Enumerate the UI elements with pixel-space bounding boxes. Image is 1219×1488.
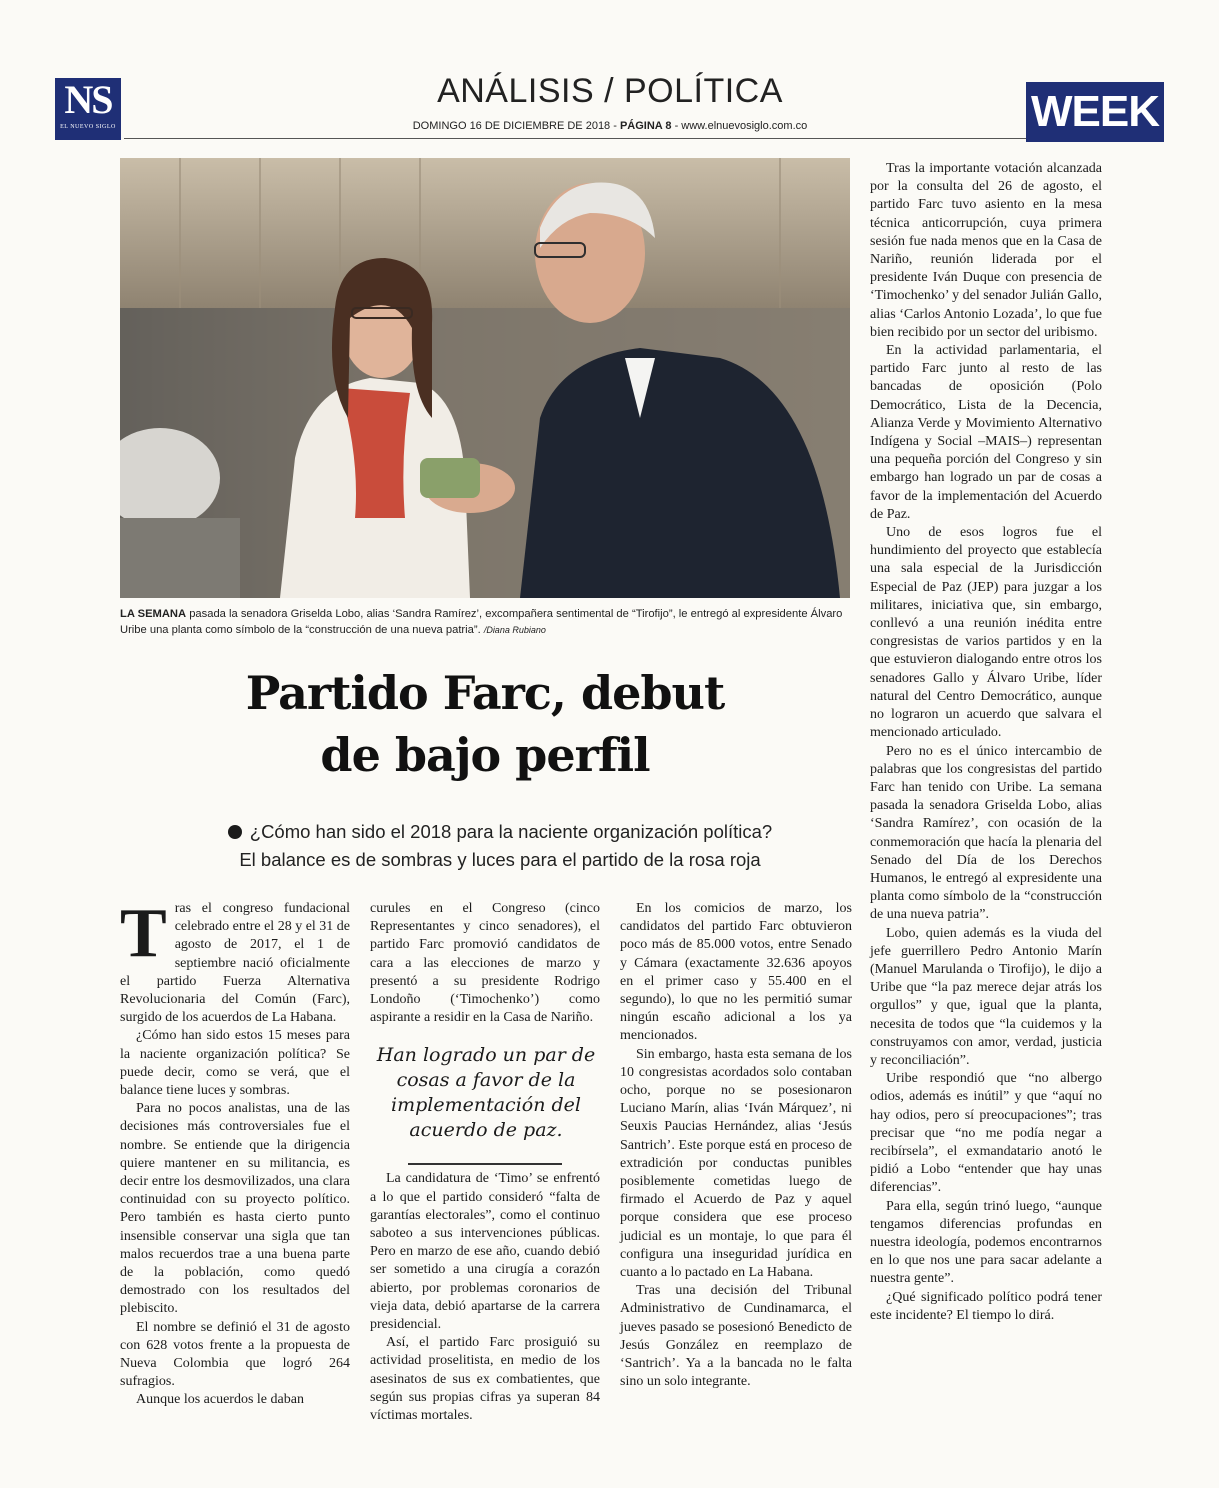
subhead-line-2: El balance es de sombras y luces para el partido de la rosa roja [239, 849, 761, 870]
paragraph: Pero no es el único intercambio de palabras que los congresistas del partido Farc han tenido con Uribe. La semana pasada la senadora Griselda Lobo, alias ‘Sandra Ramírez’, con ocasión de la conmemoración que hacía la plenaria del Senado del Día de los Derechos Humanos, le entregó al expresidente una planta como símbolo de la “construcción de una nueva patria”. [870, 743, 1102, 923]
caption-text: pasada la senadora Griselda Lobo, alias ‘Sandra Ramírez’, excompañera sentimental de “Tirofijo”, le entregó al expresidente Álvaro Uribe una planta como símbolo de la “construcción de una nueva patria”. [120, 608, 843, 636]
dateline: DOMINGO 16 DE DICIEMBRE DE 2018 - PÁGINA 8 - www.elnuevosiglo.com.co [412, 120, 808, 132]
pullquote-rule [408, 1163, 562, 1165]
subheadline [190, 818, 810, 874]
logo-subtitle: EL NUEVO SIGLO [60, 124, 116, 130]
pullquote: Han logrado un par de cosas a favor de la implementación del acuerdo de paz. [376, 1044, 596, 1141]
paragraph: ¿Qué significado político podrá tener este incidente? El tiempo lo dirá. [870, 1289, 1102, 1323]
paragraph: Para no pocos analistas, una de las decisiones más controversiales fue el nombre. Se entiende que la dirigencia quiere mantener en su militancia, es decir entre los desmovilizados, una clara continuidad con su proyecto político. Pero también es hasta cierto punto insensible conservar una sigla que tan malos recuerdos trae a una buena parte de la población, como quedó demostrado con los resultados del plebiscito. [120, 1101, 350, 1317]
page-number: PÁGINA 8 [619, 120, 672, 132]
paragraph: Aunque los acuerdos le daban [136, 1392, 304, 1408]
article-photo [120, 158, 850, 598]
newspaper-logo [55, 78, 121, 140]
article-column-1 [120, 895, 351, 1410]
paragraph: Uribe respondió que “no albergo odios, además es inútil” y que “aquí no hay odios, pero sí preocupaciones”; tras precisar que “no me podía negar a recibírsela”, el exmandatario anotó le pidió a Lobo “entender que hay unas diferencias”. [870, 1071, 1102, 1196]
paragraph: Para ella, según trinó luego, “aunque tengamos diferencias profundas en nuestra ideología, podemos encontrarnos en lo que nos une para sacar adelante a nuestra gente”. [870, 1198, 1102, 1287]
subhead-line-1 [190, 818, 810, 846]
paragraph: El nombre se definió el 31 de agosto con 628 votos frente a la propuesta de Nueva Colombia que logró 264 sufragios. [120, 1319, 350, 1390]
headline-line-2: de bajo perfil [320, 728, 650, 782]
paragraph: curules en el Congreso (cinco Representantes y cinco senadores), el partido Farc promovió candidatos de cara a las elecciones de marzo y presentó a su presidente Rodrigo Londoño (‘Timochenko’) como aspirante a residir en la Casa de Nariño. [370, 901, 600, 1026]
photo-illustration [120, 158, 850, 598]
week-badge: WEEK [1026, 82, 1164, 142]
paragraph-text: ras el congreso fundacional celebrado entre el 28 y el 31 de agosto de 2017, el 1 de septiembre nació oficialmente el partido Fuerza Alternativa Revolucionaria del Común (Farc), surgido de los acuerdos de La Habana. [120, 901, 351, 1026]
paragraph: En los comicios de marzo, los candidatos del partido Farc obtuvieron poco más de 85.000 votos, entre Senado y Cámara (exactamente 32.636 apoyos en el primer caso y 55.400 en el segundo), lo que no les permitió sumar ningún escaño adicional a los ya mencionados. [620, 901, 852, 1044]
drop-cap: T [120, 895, 167, 972]
logo-text: NS [64, 77, 112, 122]
paragraph: ¿Cómo han sido estos 15 meses para la naciente organización política? Se puede decir, como se verá, que el balance tiene luces y sombras. [120, 1028, 350, 1099]
article-column-4 [870, 160, 1102, 1325]
subhead-text-1: ¿Cómo han sido el 2018 para la naciente organización política? [249, 821, 773, 842]
paragraph: Tras una decisión del Tribunal Administrativo de Cundinamarca, el jueves pasado se posesionó Benedicto de Jesús González en reemplazo de ‘Santrich’. Ya a la bancada no le falta sino un solo integrante. [620, 1283, 852, 1390]
paragraph: Uno de esos logros fue el hundimiento del proyecto que establecía una sala especial de la Jurisdicción Especial de Paz (JEP) para juzgar a los militares, iniciativa que, sin embargo, conllevó a una reunión inédita entre congresistas de varios partidos y en la que estuvieron dialogando entre otros los senadores Gallo y Álvaro Uribe, líder natural del Centro Democrático, aunque no lograron un acuerdo que salvara el mencionado articulado. [870, 525, 1102, 741]
headline [120, 662, 850, 786]
paragraph [120, 895, 351, 1027]
caption-lead: LA SEMANA [120, 608, 187, 620]
photo-credit: /Diana Rubiano [483, 625, 546, 635]
paragraph: Así, el partido Farc prosiguió su actividad proselitista, en medio de los asesinatos de sus ex combatientes, que según sus propias cifras ya superan 84 víctimas mortales. [370, 1335, 600, 1424]
headline-line-1: Partido Farc, debut [245, 666, 725, 720]
paragraph: Lobo, quien además es la viuda del jefe guerrillero Pedro Antonio Marín (Manuel Marulanda o Tirofijo), le dijo a Uribe que “la paz merece dejar atrás los orgullos” y que, igual que la planta, necesita de todos que “la cuidemos y la construyamos con amor, verdad, justicia y reconciliación”. [870, 925, 1102, 1068]
paragraph: En la actividad parlamentaria, el partido Farc junto al resto de las bancadas de oposición (Polo Democrático, Lista de la Decencia, Alianza Verde y Movimiento Alternativo Indígena y Social –MAIS–) representan una pequeña porción del Congreso y sin embargo han logrado un par de cosas a favor de la implementación del Acuerdo de Paz. [870, 343, 1102, 522]
article-column-3 [620, 900, 852, 1391]
section-title: ANÁLISIS / POLÍTICA [437, 72, 783, 110]
site-url: www.elnuevosiglo.com.co [681, 120, 808, 132]
paragraph: Tras la importante votación alcanzada por la consulta del 26 de agosto, el partido Farc tuvo asiento en la mesa técnica anticorrupción, cuya primera sesión fue nada menos que en la Casa de Nariño, reunión liderada por el presidente Iván Duque con presencia de ‘Timochenko’ y del senador Julián Gallo, alias ‘Carlos Antonio Lozada’, lo que fue bien recibido por un sector del uribismo. [870, 161, 1102, 340]
masthead-divider [124, 138, 1026, 139]
photo-caption [120, 606, 850, 638]
issue-date: DOMINGO 16 DE DICIEMBRE DE 2018 [412, 120, 611, 132]
paragraph: Sin embargo, hasta esta semana de los 10 congresistas acordados solo contaban ocho, porque no se posesionaron Luciano Marín, alias ‘Iván Márquez’, ni Seuxis Paucias Hernández, alias ‘Jesús Santrich’. Este porque está en proceso de extradición por conductas punibles posiblemente cometidas luego de firmado el Acuerdo de Paz y aquel porque considera que ese proceso judicial es un montaje, lo que para él configura una inseguridad jurídica en cuanto a lo pactado en La Habana. [620, 1046, 852, 1281]
paragraph: La candidatura de ‘Timo’ se enfrentó a lo que el partido consideró “falta de garantías electorales”, como el continuo saboteo a sus intervenciones públicas. Pero en marzo de ese año, cuando debió ser sometido a una cirugía a corazón abierto, por problemas coronarios de vieja data, debió apartarse de la carrera presidencial. [370, 1171, 600, 1333]
bullet-icon [228, 825, 242, 839]
